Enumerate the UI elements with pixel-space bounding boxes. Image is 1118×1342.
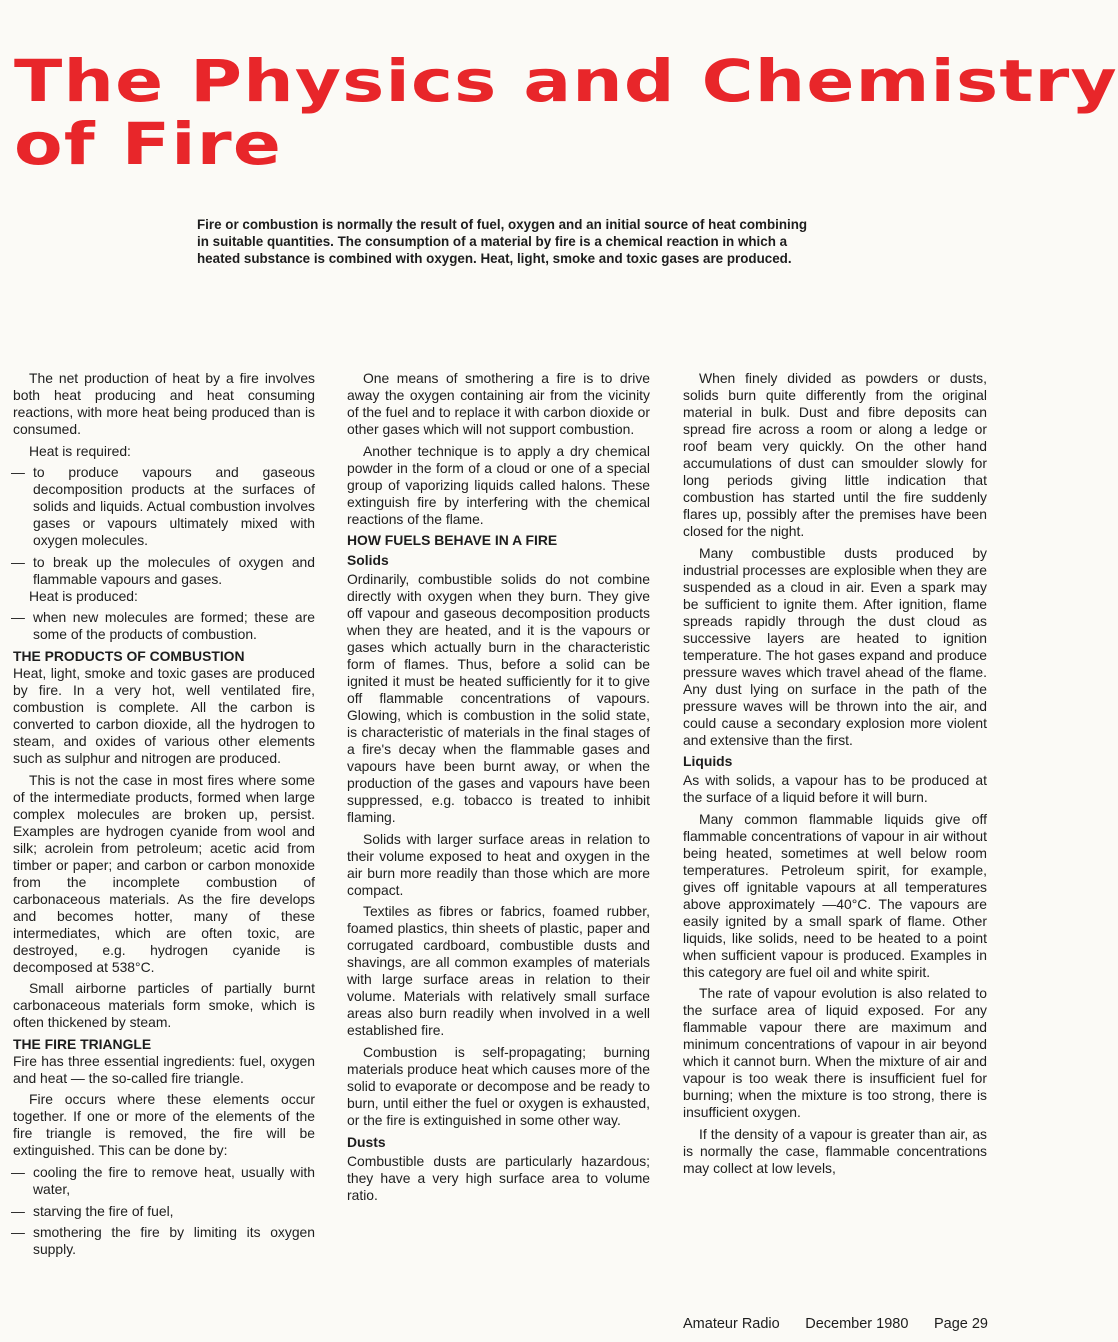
column-2 [347,370,650,1208]
subsection-heading: Solids [347,552,389,569]
list-item: — when new molecules are formed; these are some of the products of combustion. [11,609,315,643]
paragraph: Ordinarily, combustible solids do not combine directly with oxygen when they burn. They give off vapour and gaseous decomposition products when they are heated, and it is the vapours or gases which actually burn in the characteristic form of flames. Thus, before a solid can be ignited it must be heated sufficiently for it to give off flammable concentrations of vapours. Glowing, which is combustion in the solid state, is characteristic of materials in the final stages of a fire's decay when the flammable gases and vapours have been burnt away, or when the production of the gases and vapours have been suppressed, e.g. tobacco is treated to inhibit flaming. [347,571,650,826]
paragraph: Solids with larger surface areas in relation to their volume exposed to heat and oxygen in the air burn more readily than those which are more compact. [347,830,650,898]
dash-marker: — [11,553,25,570]
intro-paragraph: Fire or combustion is normally the result of fuel, oxygen and an initial source of heat combining in suitable quantities. The consumption of a material by fire is a chemical reaction in which a heated substance is combined with oxygen. Heat, light, smoke and toxic gases are produced. [197,217,808,267]
paragraph: If the density of a vapour is greater than air, as is normally the case, flammable concentrations may collect at low levels, [683,1125,987,1176]
paragraph: Fire has three essential ingredients: fuel, oxygen and heat — the so-called fire triangle. [13,1052,315,1086]
paragraph: Heat is produced: [29,587,138,604]
section-heading: THE FIRE TRIANGLE [13,1035,152,1052]
bullet-list [13,1164,315,1258]
paragraph: Heat, light, smoke and toxic gases are produced by fire. In a very hot, well ventilated fire, combustion is complete. All the carbon is converted to carbon dioxide, all the hydrogen to steam, and oxides of various other elements such as sulphur and nitrogen are produced. [13,664,315,766]
paragraph: The net production of heat by a fire involves both heat producing and heat consuming reactions, with more heat being produced than is consumed. [13,370,315,437]
section-heading: HOW FUELS BEHAVE IN A FIRE [347,532,558,549]
paragraph: The rate of vapour evolution is also related to the surface area of liquid exposed. For any flammable vapour there are maximum and minimum concentrations of vapour in air beyond which it cannot burn. When the mixture of air and vapour is too weak there is insufficient fuel for burning; when the mixture is too strong, there is insufficient oxygen. [683,985,987,1121]
paragraph: Another technique is to apply a dry chemical powder in the form of a cloud or one of a special group of vaporizing liquids called halons. These extinguish fire by interfering with the chemical reactions of the flame. [347,442,650,527]
title-line-2: of Fire [14,110,283,178]
title-line-1: The Physics and Chemistry [14,47,1118,115]
dash-marker: — [11,1202,25,1219]
paragraph: Many combustible dusts produced by industrial processes are explosible when they are suspended as a cloud in air. Even a spark may be sufficient to ignite them. After ignition, flame spreads rapidly through the dust cloud as successive layers are heated to ignition temperature. The hot gases expand and produce pressure waves which travel ahead of the flame. Any dust lying on surface in the path of the pressure waves will be thrown into the air, and could cause a secondary explosion more violent and extensive than the first. [683,544,987,748]
paragraph: Small airborne particles of partially burnt carbonaceous materials form smoke, which is often thickened by steam. [13,980,315,1031]
issue-date: December 1980 [805,1316,909,1332]
paragraph: Many common flammable liquids give off flammable concentrations of vapour in air without being heated, sometimes at well below room temperatures. Petroleum spirit, for example, gives off ignitable vapours at all temperatures above approximately —40°C. The vapours are easily ignited by a small spark of flame. Other liquids, like solids, need to be heated to a point when sufficient vapour is produced. Examples in this category are fuel oil and white spirit. [683,810,987,980]
paragraph: One means of smothering a fire is to drive away the oxygen containing air from the vicinity of the fuel and to replace it with carbon dioxide or other gases which will not support combustion. [347,370,650,437]
list-item: — to produce vapours and gaseous decomposition products at the surfaces of solids and liquids. Actual combustion involves gases or vapours ultimately mixed with oxygen molecules. [11,464,315,549]
subsection-heading: Liquids [683,753,733,770]
paragraph: Fire occurs where these elements occur together. If one or more of the elements of the fire triangle is removed, the fire will be extinguished. This can be done by: [13,1091,315,1159]
page-footer [683,1316,988,1333]
list-item: — smothering the fire by limiting its oxygen supply. [11,1224,315,1258]
paragraph: This is not the case in most fires where some of the intermediate products, formed when large complex molecules are broken up, persist. Examples are hydrogen cyanide from wool and silk; acrolein from petroleum; acetic acid from timber or paper; and carbon or carbon monoxide from the incomplete combustion of carbonaceous materials. As the fire develops and becomes hotter, many of these intermediates, which are often toxic, are destroyed, e.g. hydrogen cyanide is decomposed at 538°C. [13,771,315,975]
dash-marker: — [11,464,25,481]
paragraph: When finely divided as powders or dusts, solids burn quite differently from the original material in bulk. Dust and fibre deposits can spread fire across a room or along a ledge or roof beam very quickly. On the other hand accumulations of dust can smoulder slowly for long periods giving little indication that combustion has started until the fire suddenly flares up, possibly after the premises have been closed for the night. [683,370,987,539]
dash-marker: — [11,1163,25,1180]
paragraph: Combustible dusts are particularly hazardous; they have a very high surface area to volume ratio. [347,1152,650,1203]
subsection-heading: Dusts [347,1133,386,1150]
list-item: — to break up the molecules of oxygen and flammable vapours and gases. [11,553,315,587]
bullet-list [13,609,315,643]
bullet-list [13,464,315,588]
paragraph: Combustion is self-propagating; burning materials produce heat which causes more of the solid to evaporate or decompose and be ready to burn, until either the fuel or oxygen is exhausted, or the fire is extinguished in some other way. [347,1043,650,1128]
dash-marker: — [11,1224,25,1241]
list-item: — starving the fire of fuel, [11,1202,174,1219]
column-3 [683,370,987,1182]
paragraph: Heat is required: [29,442,131,459]
section-heading: THE PRODUCTS OF COMBUSTION [13,647,245,664]
column-1 [13,370,315,1263]
list-item: — cooling the fire to remove heat, usually with water, [11,1163,315,1197]
dash-marker: — [11,609,25,626]
article-title [14,47,1118,178]
publication-name: Amateur Radio [683,1316,780,1332]
page-number: Page 29 [933,1316,988,1332]
paragraph: Textiles as fibres or fabrics, foamed rubber, foamed plastics, thin sheets of plastic, paper and corrugated cardboard, combustible dusts and shavings, are all common examples of materials with large surface areas in relation to their volume. Materials with relatively small surface areas also burn readily when involved in a well established fire. [347,903,650,1039]
paragraph: As with solids, a vapour has to be produced at the surface of a liquid before it will burn. [683,772,987,806]
